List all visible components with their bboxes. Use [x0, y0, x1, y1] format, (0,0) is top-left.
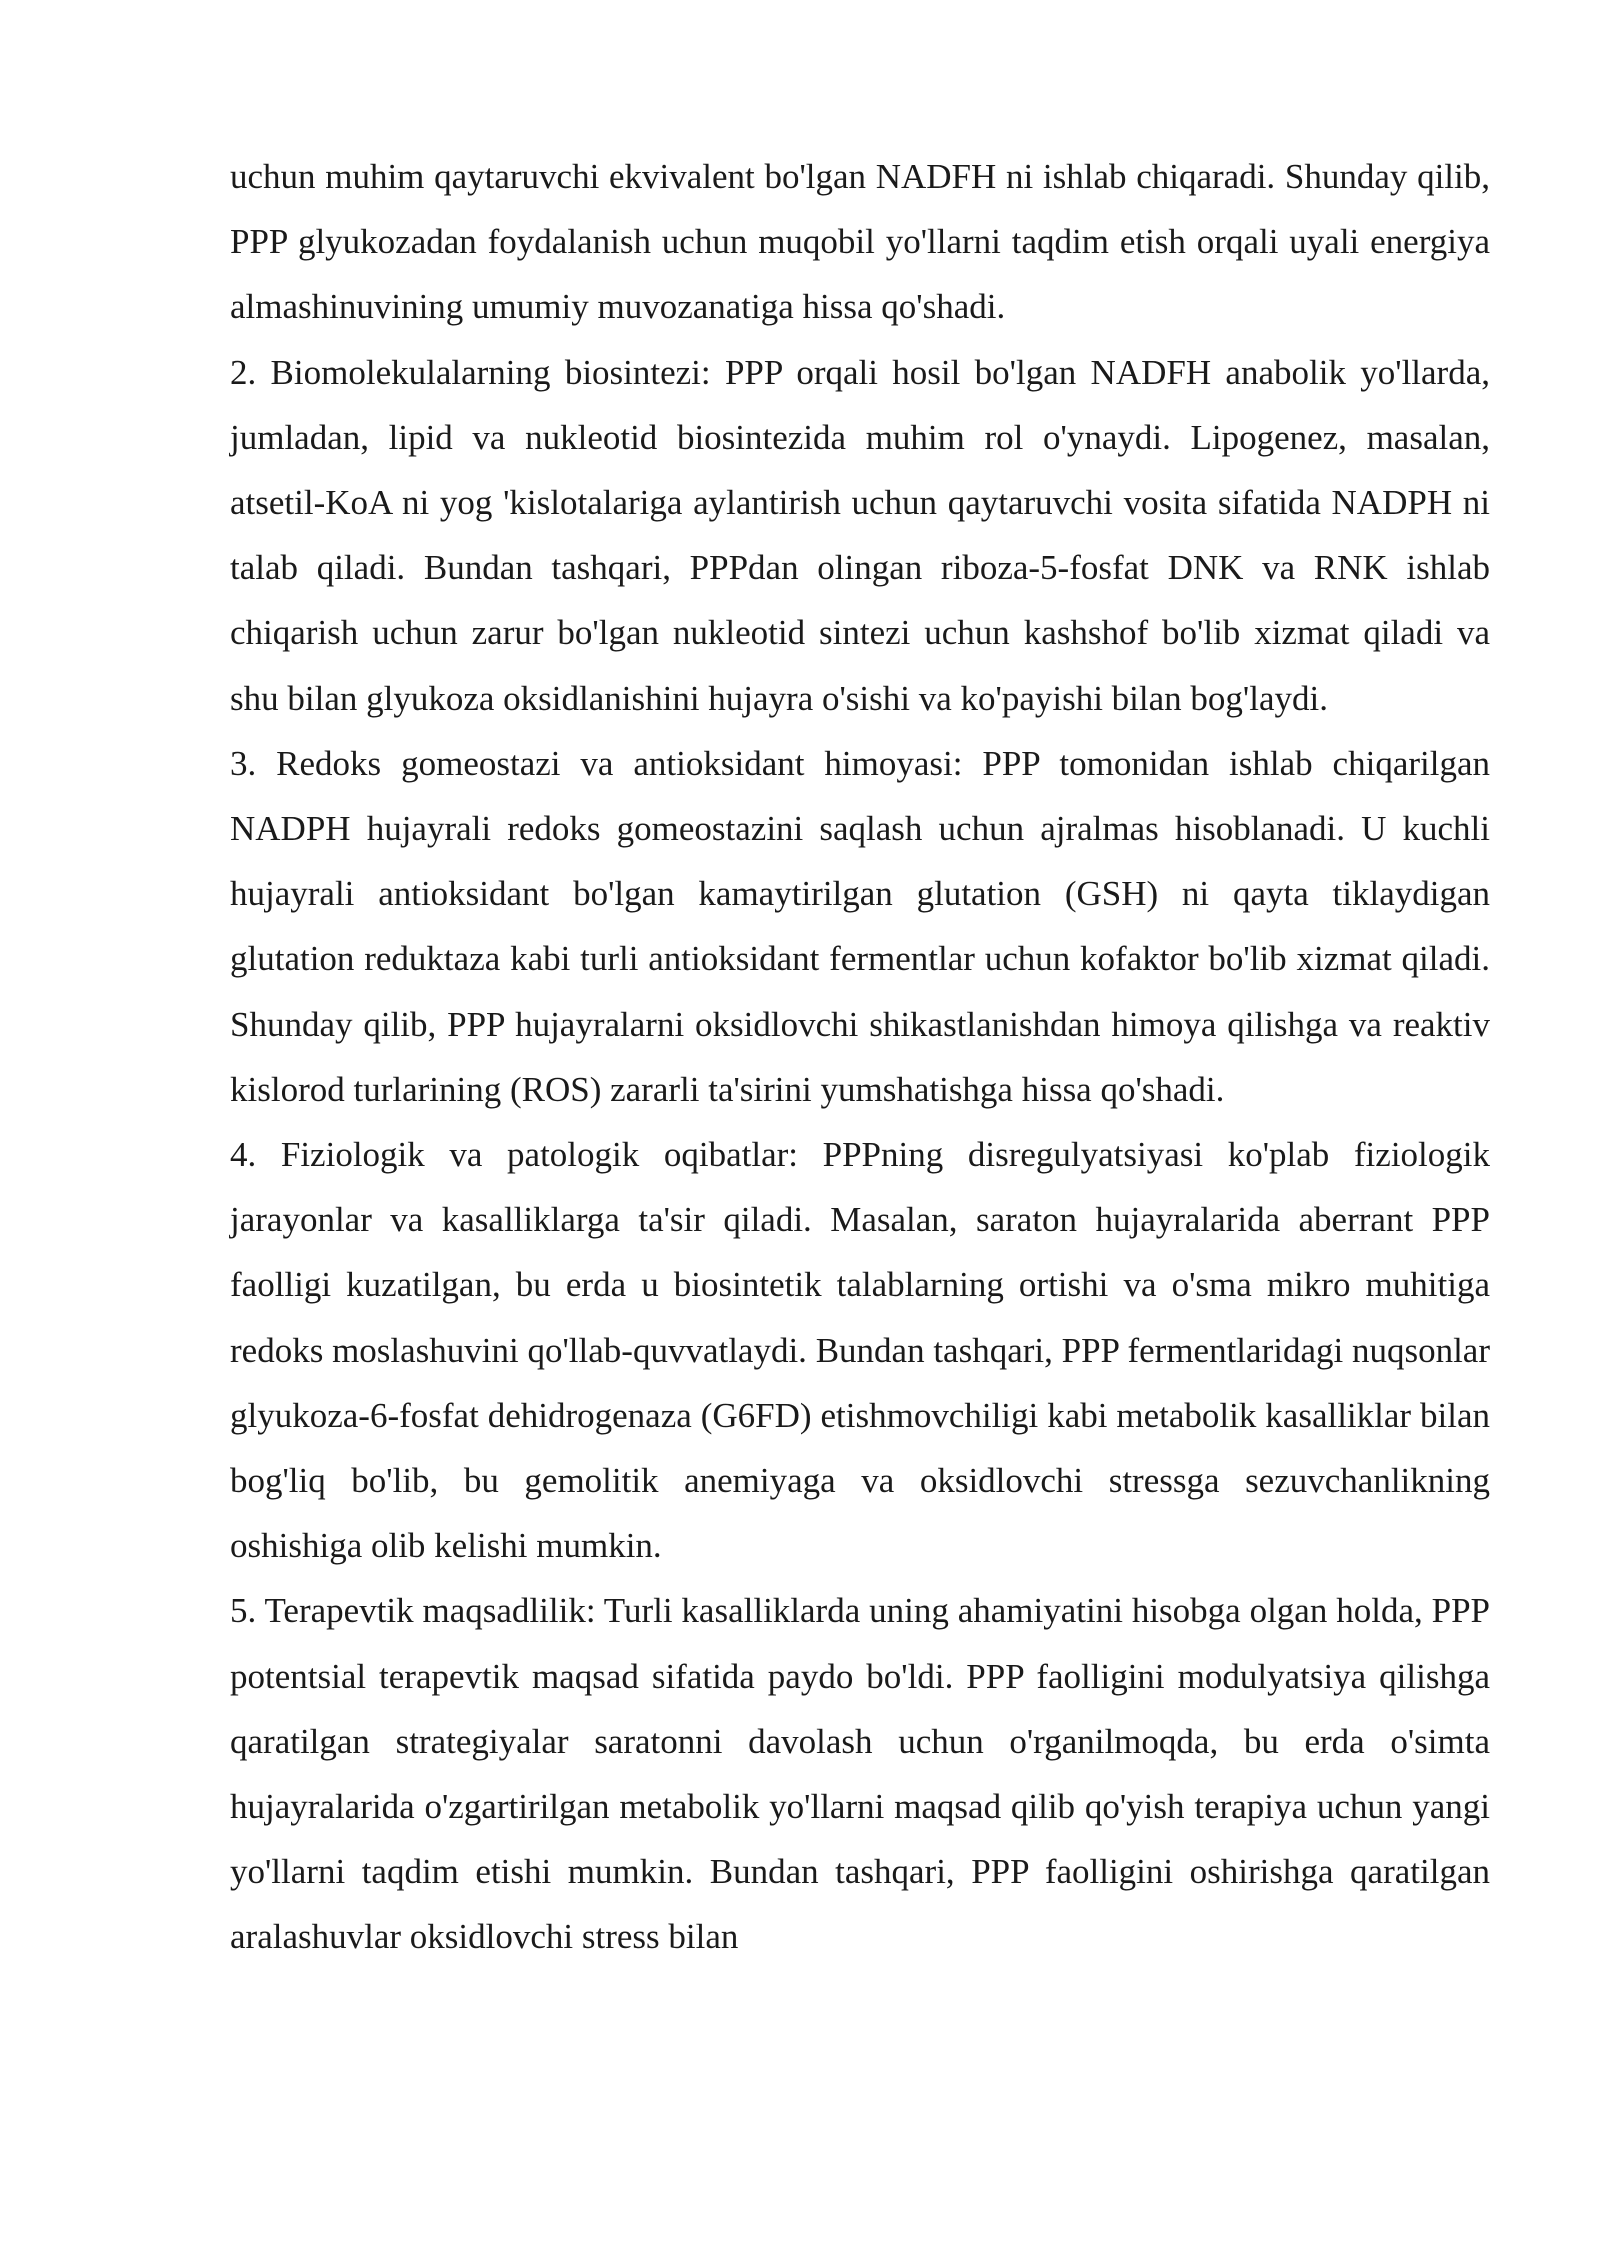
paragraph-biosynthesis: 2. Biomolekulalarning biosintezi: PPP orqali hosil bo'lgan NADFH anabolik yo'llarda, jumladan, lipid va nukleotid biosintezida muhim rol o'ynaydi. Lipogenez, masalan, atsetil-KoA ni yog 'kislotalariga aylantirish uchun qaytaruvchi vosita sifatida NADPH ni talab qiladi. Bundan tashqari, PPPdan olingan riboza-5-fosfat DNK va RNK ishlab chiqarish uchun zarur bo'lgan nukleotid sintezi uchun kashshof bo'lib xizmat qiladi va shu bilan glyukoza oksidlanishini hujayra o'sishi va ko'payishi bilan bog'laydi. — [230, 352, 1490, 718]
document-body — [230, 144, 1490, 1970]
paragraph-redox-homeostasis: 3. Redoks gomeostazi va antioksidant himoyasi: PPP tomonidan ishlab chiqarilgan NADPH hujayrali redoks gomeostazini saqlash uchun ajralmas hisoblanadi. U kuchli hujayrali antioksidant bo'lgan kamaytirilgan glutation (GSH) ni qayta tiklaydigan glutation reduktaza kabi turli antioksidant fermentlar uchun kofaktor bo'lib xizmat qiladi. Shunday qilib, PPP hujayralarni oksidlovchi shikastlanishdan himoya qilishga va reaktiv kislorod turlarining (ROS) zararli ta'sirini yumshatishga hissa qo'shadi. — [230, 743, 1490, 1109]
paragraph-intro-continuation: uchun muhim qaytaruvchi ekvivalent bo'lgan NADFH ni ishlab chiqaradi. Shunday qilib, PPP glyukozadan foydalanish uchun muqobil yo'llarni taqdim etish orqali uyali energiya almashinuvining umumiy muvozanatiga hissa qo'shadi. — [230, 157, 1490, 327]
paragraph-therapeutic-targeting: 5. Terapevtik maqsadlilik: Turli kasalliklarda uning ahamiyatini hisobga olgan holda, PPP potentsial terapevtik maqsad sifatida paydo bo'ldi. PPP faolligini modulyatsiya qilishga qaratilgan strategiyalar saratonni davolash uchun o'rganilmoqda, bu erda o'simta hujayralarida o'zgartirilgan metabolik yo'llarni maqsad qilib qo'yish terapiya uchun yangi yo'llarni taqdim etishi mumkin. Bundan tashqari, PPP faolligini oshirishga qaratilgan aralashuvlar oksidlovchi stress bilan — [230, 1591, 1490, 1957]
paragraph-physiological-consequences: 4. Fiziologik va patologik oqibatlar: PPPning disregulyatsiyasi ko'plab fiziologik jarayonlar va kasalliklarga ta'sir qiladi. Masalan, saraton hujayralarida aberrant PPP faolligi kuzatilgan, bu erda u biosintetik talablarning ortishi va o'sma mikro muhitiga redoks moslashuvini qo'llab-quvvatlaydi. Bundan tashqari, PPP fermentlaridagi nuqsonlar glyukoza-6-fosfat dehidrogenaza (G6FD) etishmovchiligi kabi metabolik kasalliklar bilan bog'liq bo'lib, bu gemolitik anemiyaga va oksidlovchi stressga sezuvchanlikning oshishiga olib kelishi mumkin. — [230, 1135, 1490, 1566]
